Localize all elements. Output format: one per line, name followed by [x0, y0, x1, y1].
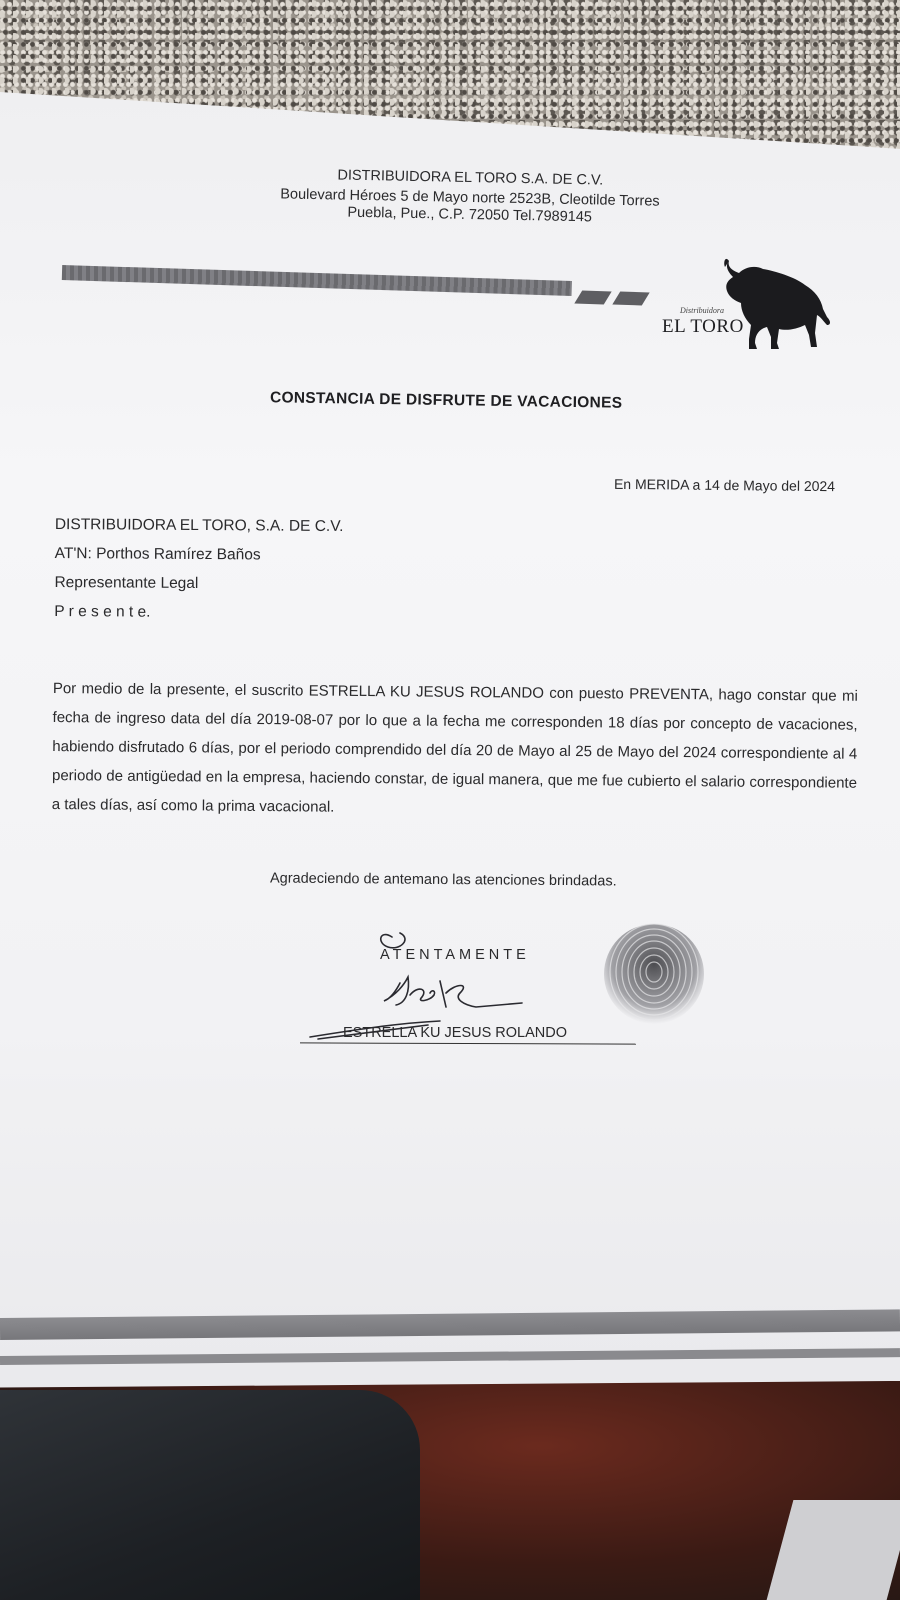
recipient-role: Representante Legal [54, 573, 199, 593]
company-address-line2: Puebla, Pue., C.P. 72050 Tel.7989145 [347, 204, 593, 226]
closing-word: ATENTAMENTE [380, 947, 530, 963]
recipient-attention: AT'N: Porthos Ramírez Baños [54, 544, 261, 564]
bull-logo-icon [655, 255, 835, 355]
recipient-company: DISTRIBUIDORA EL TORO, S.A. DE C.V. [54, 515, 344, 536]
fingerprint-icon [598, 922, 710, 1042]
signer-name: ESTRELLA KU JESUS ROLANDO [343, 1025, 568, 1041]
letterhead [255, 166, 686, 228]
place-date: En MERIDA a 14 de Mayo del 2024 [613, 475, 836, 495]
recipient-block [54, 510, 343, 628]
thanks-line: Agradeciendo de antemano las atenciones brindadas. [269, 870, 617, 890]
company-name: DISTRIBUIDORA EL TORO S.A. DE C.V. [337, 167, 604, 189]
cloth-background [0, 1390, 420, 1600]
body-paragraph: Por medio de la presente, el suscrito ESTRELLA KU JESUS ROLANDO con puesto PREVENTA, hago constar que mi fecha de ingreso data del día 2019-08-07 por lo que a la fecha me corresponden 18 días por concepto de vacaciones, habiendo disfrutado 6 días, por el periodo comprendido del día 20 de Mayo al 25 de Mayo del 2024 correspondiente al 4 periodo de antigüedad en la empresa, haciendo constar, de igual manera, que me fue cubierto el salario correspondiente a tales días, así como la prima vacacional. [51, 679, 858, 816]
logo-text: EL TORO [662, 316, 744, 337]
logo-subtext: Distribuidora [680, 306, 725, 315]
document-title: CONSTANCIA DE DISFRUTE DE VACACIONES [269, 389, 623, 412]
company-address-line1: Boulevard Héroes 5 de Mayo norte 2523B, Cleotilde Torres [280, 186, 660, 210]
recipient-presente: P r e s e n t e. [54, 602, 151, 621]
